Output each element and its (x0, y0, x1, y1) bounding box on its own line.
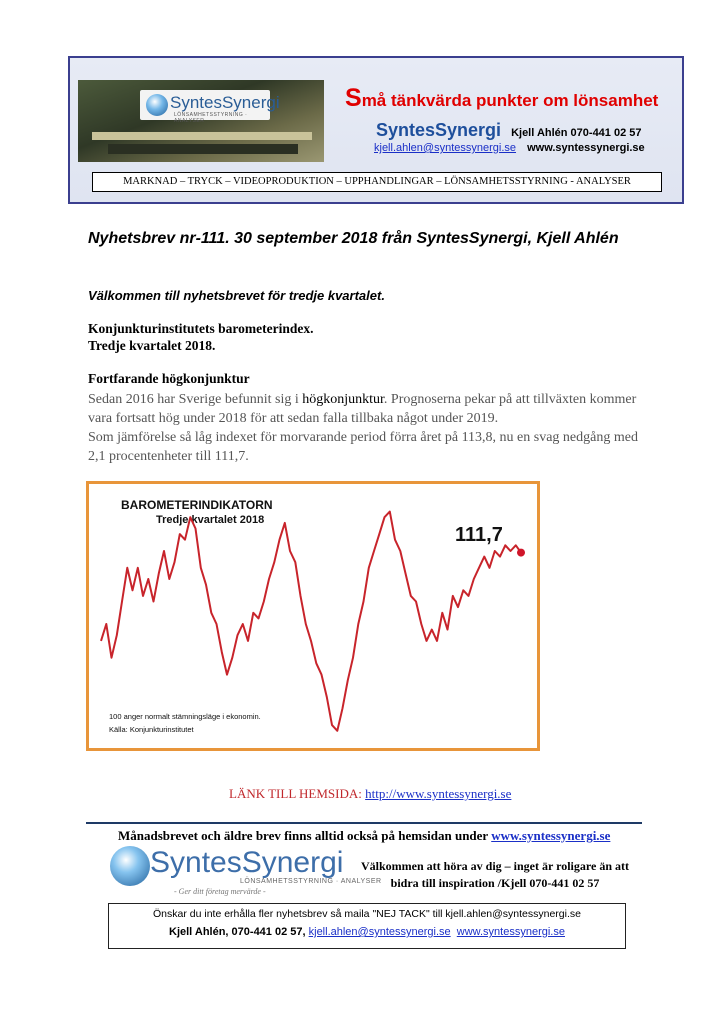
monthly-link[interactable]: www.syntessynergi.se (491, 828, 611, 843)
section-title: Fortfarande högkonjunktur (88, 371, 250, 386)
footer-divider (86, 822, 642, 824)
header-contact: Kjell Ahlén 070-441 02 57 (511, 127, 642, 139)
welcome-text: Välkommen till nyhetsbrevet för tredje kvartalet. (88, 288, 385, 303)
chart-note: 100 anger normalt stämningsläge i ekonomin. (109, 712, 261, 721)
globe-icon (110, 846, 150, 886)
paragraph-1: Sedan 2016 har Sverige befunnit sig i högkonjunktur. Prognoserna pekar på att tillväxten kommer vara fortsatt hög under 2018 för att sedan falla tillbaka något under 2019. (88, 392, 637, 426)
header-logo-sub: LÖNSAMHETSSTYRNING · ANALYSER (174, 112, 248, 124)
chart-subtitle: Tredje kvartalet 2018 (156, 514, 265, 526)
newsletter-heading: Nyhetsbrev nr-111. 30 september 2018 från SyntesSynergi, Kjell Ahlén (88, 230, 619, 247)
header-photo (78, 80, 324, 162)
footer-website-link[interactable]: www.syntessynergi.se (456, 926, 565, 938)
header-links (374, 142, 645, 154)
photo-detail (108, 144, 298, 154)
barometer-chart (86, 481, 540, 751)
highlight-term: högkonjunktur (302, 392, 384, 407)
chart-callout: 111,7 (455, 524, 503, 546)
unsubscribe-text: Önskar du inte erhålla fler nyhetsbrev så maila "NEJ TACK" till kjell.ahlen@syntessynergi.se (153, 908, 581, 920)
footer-email-link[interactable]: kjell.ahlen@syntessynergi.se (308, 926, 451, 938)
header-email-link[interactable]: kjell.ahlen@syntessynergi.se (374, 142, 517, 154)
paragraph-2: Som jämförelse så låg indexet för morvarande period förra året på 113,8, nu en svag nedgång med 2,1 procentenheter till 111,7. (88, 430, 638, 464)
footer-contact-line: Kjell Ahlén, 070-441 02 57, kjell.ahlen@syntessynergi.se www.syntessynergi.se (169, 926, 565, 938)
header-brand-line (376, 120, 642, 141)
header-brand: SyntesSynergi (376, 120, 502, 140)
homepage-link-label: LÄNK TILL HEMSIDA: (229, 786, 366, 801)
header-logo-text: SyntesSynergi (170, 93, 280, 112)
footer-logo-tag: LÖNSAMHETSSTYRNING · ANALYSER (240, 878, 382, 885)
footer-logo (110, 846, 382, 896)
subheading-quarter: Tredje kvartalet 2018. (88, 338, 216, 353)
chart-svg (89, 484, 537, 748)
latest-value-marker (517, 549, 525, 557)
chart-source: Källa: Konjunkturinstitutet (109, 725, 194, 734)
chart-title: BAROMETERINDIKATORN (121, 498, 273, 512)
header-title: Små tänkvärda punkter om lönsamhet (345, 84, 659, 112)
homepage-link[interactable]: http://www.syntessynergi.se (365, 786, 512, 801)
header-banner (68, 56, 684, 204)
header-website[interactable]: www.syntessynergi.se (527, 142, 645, 154)
footer-message: Välkommen att höra av dig – inget är roligare än att bidra till inspiration /Kjell 070-441 02 57 (361, 859, 629, 890)
services-bar: MARKNAD – TRYCK – VIDEOPRODUKTION – UPPHANDLINGAR – LÖNSAMHETSSTYRNING - ANALYSER (92, 172, 662, 192)
footer-logo-text: SyntesSynergi (150, 846, 344, 879)
subheading-index: Konjunkturinstitutets barometerindex. (88, 321, 314, 336)
homepage-link-line (229, 786, 511, 802)
globe-icon (146, 94, 168, 116)
header-logo (140, 90, 280, 124)
unsubscribe-box (108, 903, 626, 949)
photo-detail (92, 132, 312, 140)
monthly-note: Månadsbrevet och äldre brev finns alltid också på hemsidan under www.syntessynergi.se (118, 828, 611, 843)
footer-logo-slogan: - Ger ditt företag mervärde - (174, 887, 266, 896)
